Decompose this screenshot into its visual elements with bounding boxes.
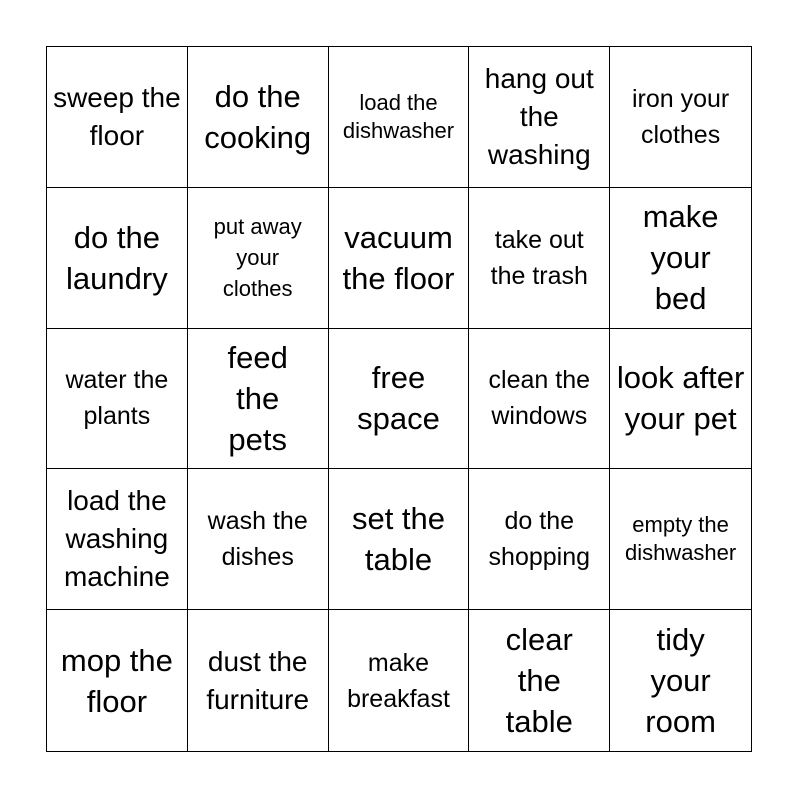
cell-label: look after your pet [616, 360, 745, 437]
cell-label: free space [357, 360, 440, 437]
bingo-cell-do-the-shopping[interactable] [469, 469, 610, 610]
cell-label: sweep the floor [53, 81, 181, 151]
cell-label: do the cooking [204, 78, 312, 155]
bingo-cell-do-the-cooking[interactable] [188, 47, 329, 188]
bingo-cell-hang-out-the-washing[interactable] [469, 47, 610, 188]
bingo-cell-take-out-the-trash[interactable] [469, 188, 610, 329]
bingo-cell-make-your-bed[interactable] [610, 188, 751, 329]
bingo-cell-clear-the-table[interactable] [469, 610, 610, 751]
cell-label: hang out the washing [484, 62, 594, 170]
bingo-cell-empty-the-dishwasher[interactable] [610, 469, 751, 610]
bingo-cell-make-breakfast[interactable] [329, 610, 470, 751]
cell-label: vacuum the floor [342, 219, 455, 296]
cell-label: clean the windows [488, 366, 591, 431]
bingo-cell-do-the-laundry[interactable] [47, 188, 188, 329]
bingo-cell-look-after-your-pet[interactable] [610, 329, 751, 470]
bingo-cell-water-the-plants[interactable] [47, 329, 188, 470]
bingo-cell-put-away-your-clothes[interactable] [188, 188, 329, 329]
cell-label: clear the table [505, 622, 573, 740]
bingo-cell-wash-the-dishes[interactable] [188, 469, 329, 610]
cell-label: set the table [351, 501, 446, 578]
cell-label: empty the dishwasher [624, 512, 737, 566]
bingo-cell-mop-the-floor[interactable] [47, 610, 188, 751]
bingo-cell-load-the-dishwasher[interactable] [329, 47, 470, 188]
bingo-cell-load-the-washing-machine[interactable] [47, 469, 188, 610]
bingo-cell-clean-the-windows[interactable] [469, 329, 610, 470]
cell-label: do the laundry [66, 219, 168, 296]
cell-label: load the washing machine [63, 485, 170, 593]
cell-label: make breakfast [347, 648, 450, 713]
bingo-cell-set-the-table[interactable] [329, 469, 470, 610]
cell-label: take out the trash [490, 225, 588, 290]
cell-label: load the dishwasher [342, 89, 455, 143]
cell-label: water the plants [65, 366, 169, 431]
bingo-cell-iron-your-clothes[interactable] [610, 47, 751, 188]
bingo-cell-vacuum-the-floor[interactable] [329, 188, 470, 329]
cell-label: dust the furniture [206, 645, 310, 715]
cell-label: put away your clothes [213, 214, 302, 302]
bingo-cell-sweep-the-floor[interactable] [47, 47, 188, 188]
cell-label: mop the floor [60, 642, 173, 719]
cell-label: wash the dishes [207, 507, 308, 572]
cell-label: tidy your room [645, 622, 716, 740]
bingo-cell-dust-the-furniture[interactable] [188, 610, 329, 751]
bingo-cell-tidy-your-room[interactable] [610, 610, 751, 751]
cell-label: do the shopping [488, 507, 591, 572]
bingo-cell-free-space[interactable] [329, 329, 470, 470]
cell-label: feed the pets [227, 339, 288, 457]
bingo-board [46, 46, 752, 752]
cell-label: make your bed [642, 199, 719, 317]
cell-label: iron your clothes [631, 84, 730, 149]
bingo-cell-feed-the-pets[interactable] [188, 329, 329, 470]
